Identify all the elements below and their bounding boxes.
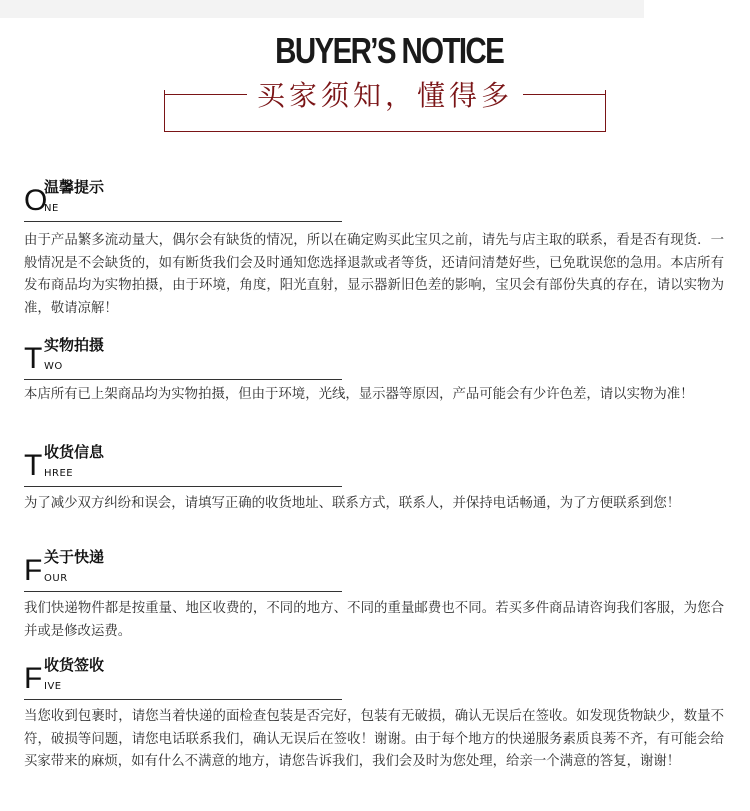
section-initial-letter: T: [24, 342, 43, 375]
section-body: 我们快递物件都是按重量、地区收费的，不同的地方、不同的重量邮费也不同。若买多件商品请咨询我们客服，为您合并或是修改运费。: [24, 601, 724, 639]
section-heading: 收货签收: [44, 656, 105, 674]
section-two: [24, 334, 724, 407]
section-body: 为了减少双方纠纷和误会，请填写正确的收货地址、联系方式，联系人，并保持电话畅通，为了方便联系到您！: [24, 496, 681, 511]
section-header: [24, 654, 724, 694]
subtitle-row: [164, 74, 606, 114]
section-body: 当您收到包裹时，请您当着快递的面检查包装是否完好，包装有无破损，确认无误后在签收。如发现货物缺少，数量不符，破损等问题，请您电话联系我们，确认无误后在签收！谢谢。由于每个地方的快递服务素质良莠不齐，有可能会给买家带来的麻烦，如有什么不满意的地方，请您告诉我们，我们会及时为您处理，给亲一个满意的答复，谢谢！: [24, 709, 724, 769]
section-initial-letter: T: [24, 449, 43, 482]
section-divider: [24, 221, 342, 222]
section-one: [24, 176, 724, 320]
section-header: [24, 441, 724, 481]
section-header: [24, 334, 724, 374]
section-number-word: OUR: [44, 573, 68, 584]
subtitle-left-line: [164, 94, 247, 95]
section-heading: 实物拍摄: [44, 336, 105, 354]
section-five: [24, 654, 724, 774]
page-subtitle: 买家须知，懂得多: [247, 74, 523, 114]
section-number-word: WO: [44, 361, 63, 372]
section-heading: 关于快递: [44, 548, 105, 566]
subtitle-right-line: [523, 94, 606, 95]
section-heading: 收货信息: [44, 443, 105, 461]
section-body: 由于产品繁多流动量大，偶尔会有缺货的情况，所以在确定购买此宝贝之前，请先与店主取的联系，看是否有现货．一般情况是不会缺货的，如有断货我们会及时通知您选择退款或者等货，还请问清楚好些，已免耽误您的急用。本店所有发布商品均为实物拍摄，由于环境，角度，阳光直射，显示器新旧色差的影响，宝贝会有部份失真的存在，请以实物为准，敬请凉解！: [24, 233, 724, 316]
section-three: [24, 441, 724, 516]
section-initial-letter: F: [24, 554, 43, 587]
section-number-word: IVE: [44, 681, 62, 692]
section-four: [24, 546, 724, 643]
section-initial-letter: F: [24, 662, 43, 695]
section-initial-letter: O: [24, 184, 48, 217]
section-divider: [24, 379, 342, 380]
section-body: 本店所有已上架商品均为实物拍摄，但由于环境，光线，显示器等原因，产品可能会有少许色差，请以实物为准！: [24, 387, 694, 402]
section-divider: [24, 591, 342, 592]
section-number-word: NE: [44, 203, 59, 214]
section-header: [24, 546, 724, 586]
section-header: [24, 176, 724, 216]
page-title: BUYER’S NOTICE: [275, 30, 504, 71]
section-divider: [24, 486, 342, 487]
section-number-word: HREE: [44, 468, 74, 479]
top-banner-strip: [0, 0, 644, 18]
section-heading: 温馨提示: [44, 178, 105, 196]
section-divider: [24, 699, 342, 700]
